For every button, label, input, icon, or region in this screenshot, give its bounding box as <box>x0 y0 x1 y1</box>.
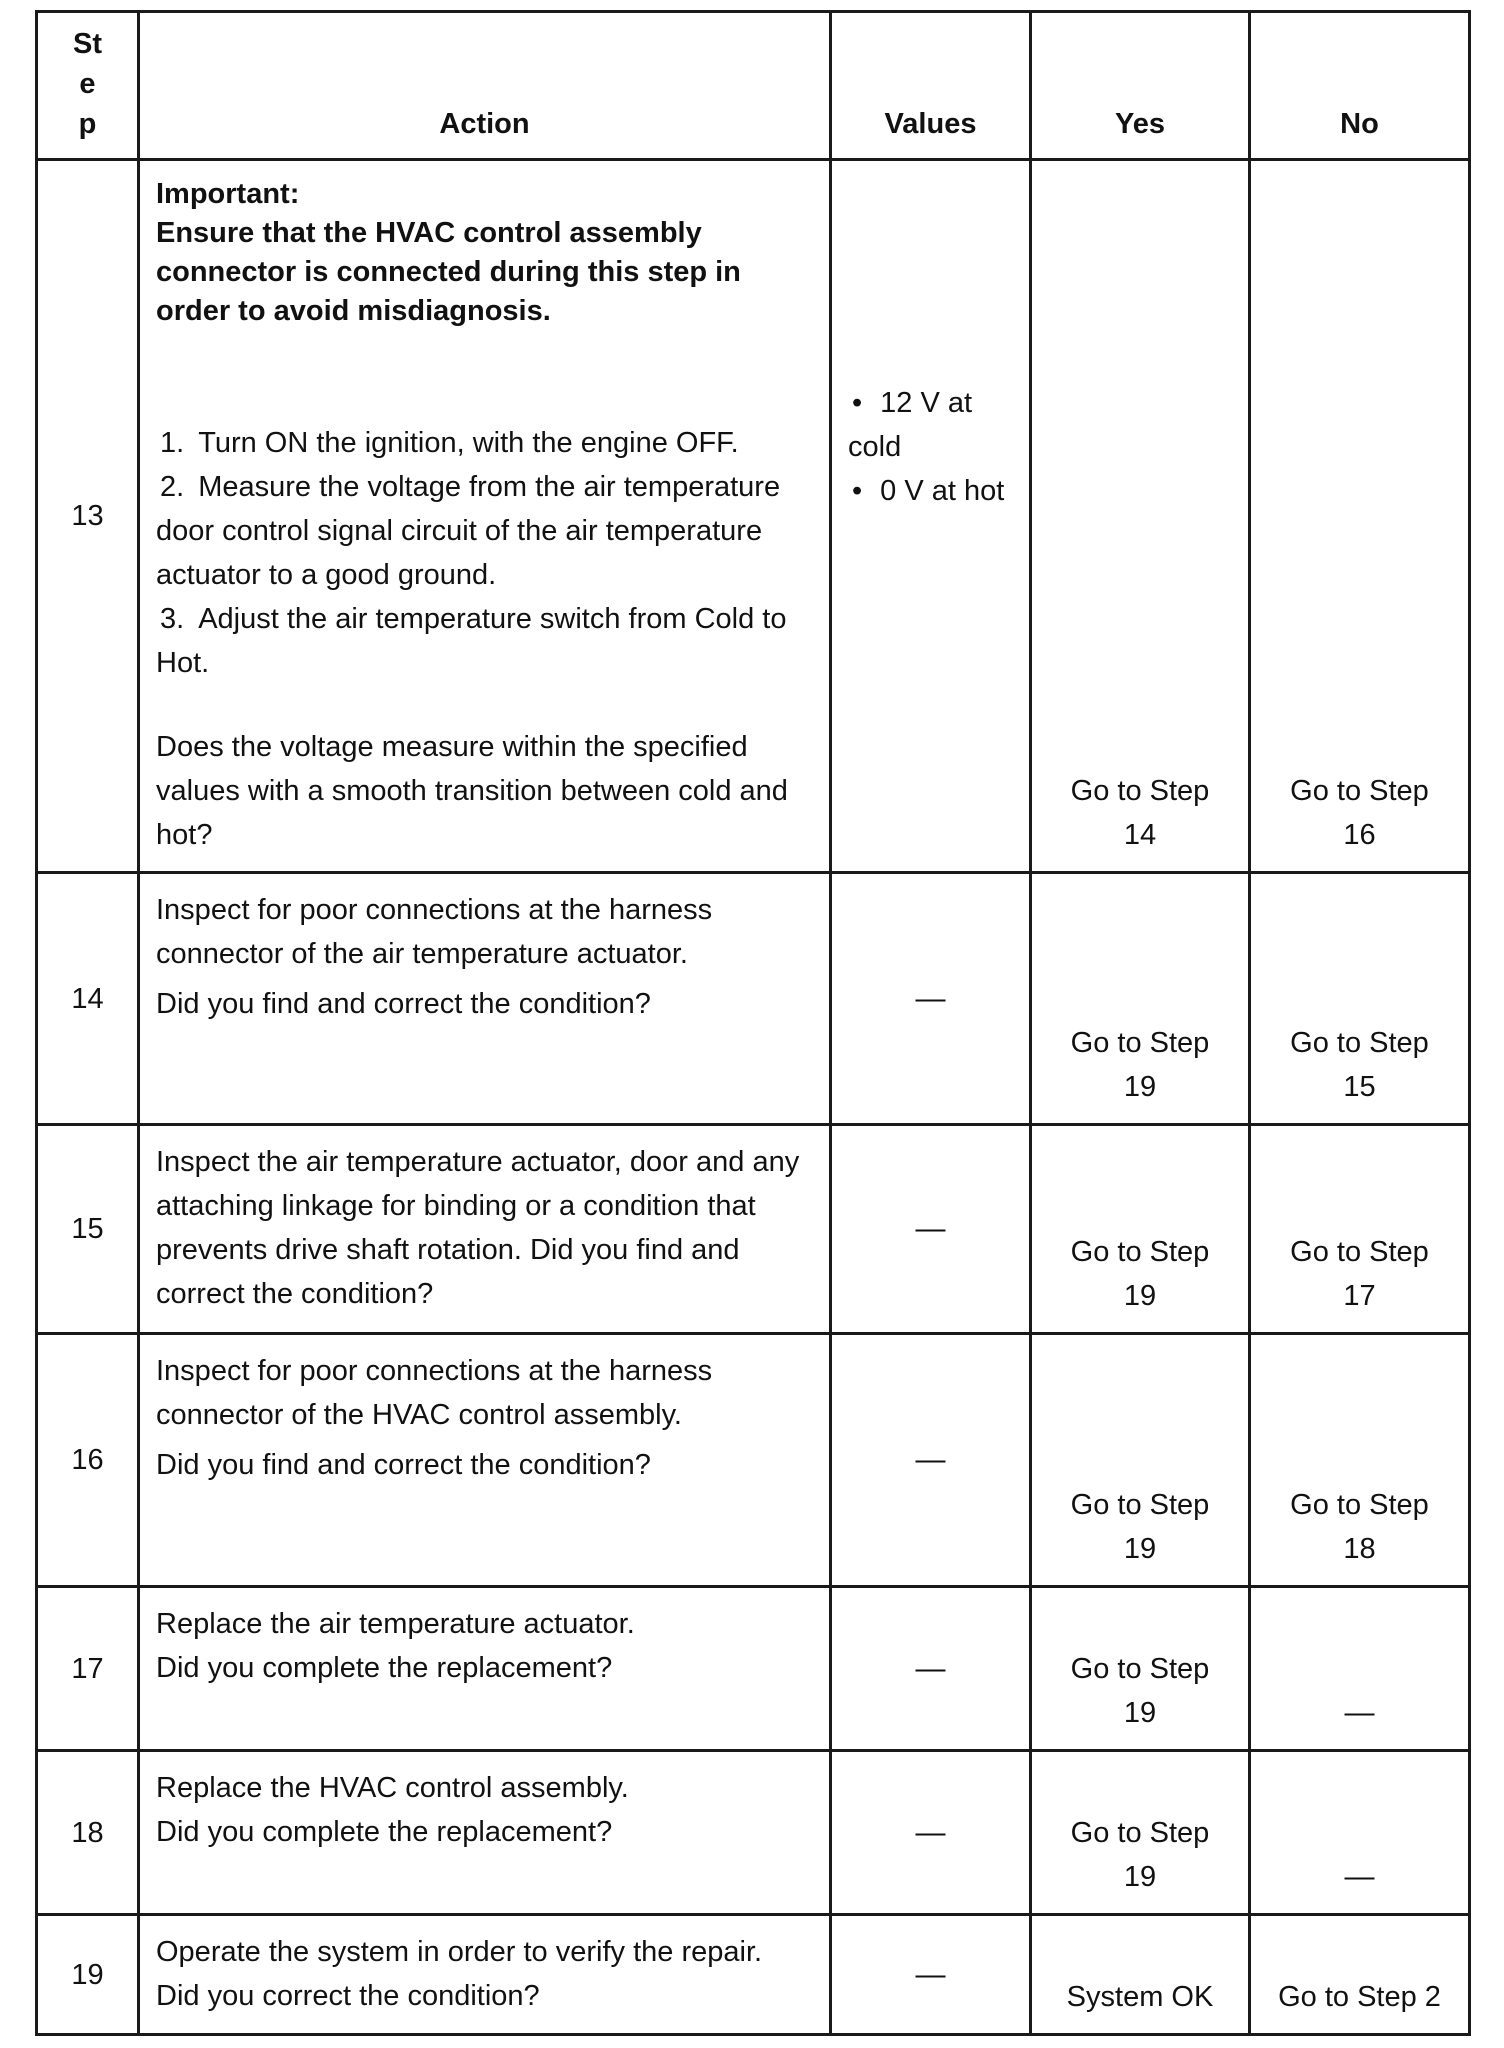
yes-cell: Go to Step 14 <box>1031 160 1250 873</box>
table-row-17 <box>37 1587 1470 1751</box>
no-cell: Go to Step 18 <box>1250 1334 1470 1587</box>
value-bullet-cold: • 12 V at cold <box>848 387 973 463</box>
yes-cell: Go to Step 19 <box>1031 1334 1250 1587</box>
no-cell: Go to Step 17 <box>1250 1125 1470 1334</box>
step-number: 14 <box>37 873 139 1125</box>
no-cell: — <box>1250 1587 1470 1751</box>
table-row-13 <box>37 160 1470 873</box>
question-text: Did you complete the replacement? <box>156 1652 613 1684</box>
important-label: Important: <box>156 178 300 210</box>
yes-cell: Go to Step 19 <box>1031 1587 1250 1751</box>
values-cell <box>831 160 1031 873</box>
table-row-18 <box>37 1751 1470 1915</box>
action-cell <box>139 873 831 1125</box>
question-text: Did you find and correct the condition? <box>156 1449 651 1481</box>
table-row-16 <box>37 1334 1470 1587</box>
no-cell: — <box>1250 1751 1470 1915</box>
header-values: Values <box>831 12 1031 160</box>
action-cell <box>139 1125 831 1334</box>
action-text: Operate the system in order to verify the repair. <box>156 1936 763 1968</box>
yes-cell: Go to Step 19 <box>1031 873 1250 1125</box>
important-text: Ensure that the HVAC control assembly connector is connected during this step in order to avoid misdiagnosis. <box>156 217 741 327</box>
no-cell: Go to Step 2 <box>1250 1915 1470 2035</box>
table-row-14 <box>37 873 1470 1125</box>
values-cell: — <box>831 1587 1031 1751</box>
question-text: Did you find and correct the condition? <box>156 988 651 1020</box>
header-step: St ep <box>37 12 139 160</box>
step-number: 13 <box>37 160 139 873</box>
values-cell: — <box>831 873 1031 1125</box>
header-no: No <box>1250 12 1470 160</box>
action-text: Inspect for poor connections at the harness connector of the air temperature actuator. <box>156 894 713 970</box>
action-text: Inspect the air temperature actuator, door and any attaching linkage for binding or a condition that prevents drive shaft rotation. Did you find and correct the condition? <box>156 1146 800 1310</box>
question-text: Did you complete the replacement? <box>156 1816 613 1848</box>
yes-cell: Go to Step 19 <box>1031 1125 1250 1334</box>
action-cell <box>139 1751 831 1915</box>
question-text: Does the voltage measure within the specified values with a smooth transition between cold and hot? <box>156 731 788 851</box>
yes-cell: System OK <box>1031 1915 1250 2035</box>
step-number: 19 <box>37 1915 139 2035</box>
table-row-15 <box>37 1125 1470 1334</box>
yes-cell: Go to Step 19 <box>1031 1751 1250 1915</box>
value-bullet-hot: • 0 V at hot <box>852 475 1005 507</box>
values-cell: — <box>831 1751 1031 1915</box>
values-cell: — <box>831 1915 1031 2035</box>
no-cell: Go to Step 16 <box>1250 160 1470 873</box>
action-cell <box>139 160 831 873</box>
procedure-step-1: 1. Turn ON the ignition, with the engine OFF. <box>160 427 739 459</box>
values-cell: — <box>831 1334 1031 1587</box>
diagnostic-table <box>35 10 1471 2036</box>
procedure-step-3: 3. Adjust the air temperature switch from Cold to Hot. <box>156 603 787 679</box>
step-number: 15 <box>37 1125 139 1334</box>
step-number: 18 <box>37 1751 139 1915</box>
action-cell <box>139 1587 831 1751</box>
action-text: Replace the HVAC control assembly. <box>156 1772 629 1804</box>
procedure-step-2: 2. Measure the voltage from the air temperature door control signal circuit of the air temperature actuator to a good ground. <box>156 471 781 591</box>
header-yes: Yes <box>1031 12 1250 160</box>
question-text: Did you correct the condition? <box>156 1980 540 2012</box>
action-text: Replace the air temperature actuator. <box>156 1608 635 1640</box>
table-row-19 <box>37 1915 1470 2035</box>
header-action: Action <box>139 12 831 160</box>
action-text: Inspect for poor connections at the harness connector of the HVAC control assembly. <box>156 1355 713 1431</box>
action-cell <box>139 1915 831 2035</box>
step-number: 16 <box>37 1334 139 1587</box>
step-number: 17 <box>37 1587 139 1751</box>
no-cell: Go to Step 15 <box>1250 873 1470 1125</box>
action-cell <box>139 1334 831 1587</box>
header-row <box>37 12 1470 160</box>
values-cell: — <box>831 1125 1031 1334</box>
